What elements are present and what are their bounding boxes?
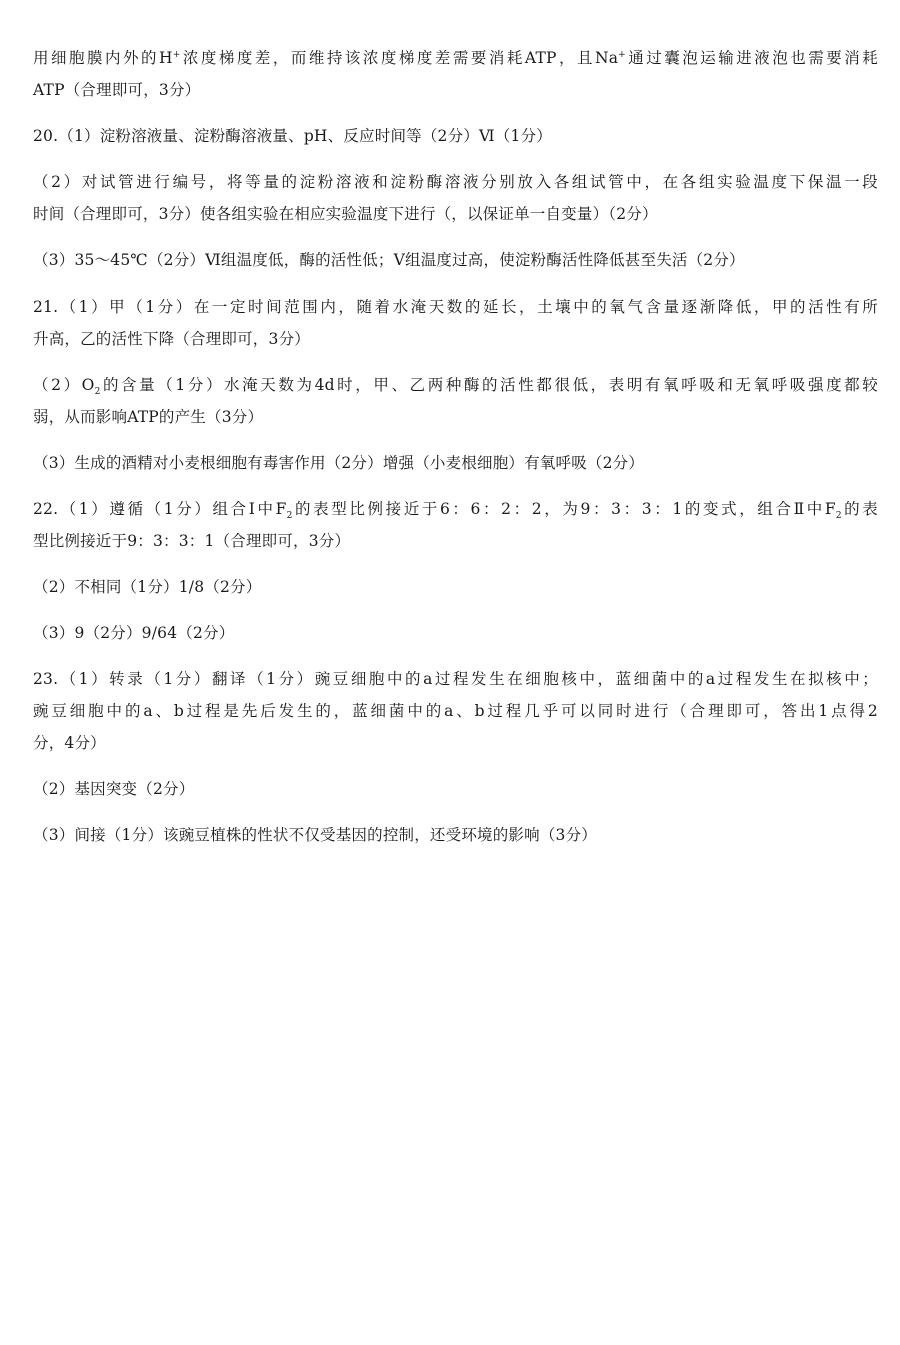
q21-part-2-prefix: （2）O xyxy=(33,376,95,394)
q22-part-1-suffix: 的表 xyxy=(841,500,878,518)
f2-subscript-2: 2 xyxy=(835,511,842,522)
q23-part-3: （3）间接（1分）该豌豆植株的性状不仅受基因的控制，还受环境的影响（3分） xyxy=(33,826,597,844)
q22-part-1-prefix: 22.（1）遵循（1分）组合Ⅰ中F xyxy=(33,500,287,518)
q21-part-2-line-2: 弱，从而影响ATP的产生（3分） xyxy=(33,408,264,426)
q23-part-1-line-1: 23.（1）转录（1分）翻译（1分）豌豆细胞中的a过程发生在细胞核中，蓝细菌中的a过程发生在拟核中； xyxy=(33,670,878,688)
q23-part-1-line-3: 分，4分） xyxy=(33,734,106,752)
q21-part-1-line-1: 21.（1）甲（1分）在一定时间范围内，随着水淹天数的延长，土壤中的氧气含量逐渐降低，甲的活性有所 xyxy=(33,298,878,316)
h-ion-superscript: + xyxy=(172,49,181,60)
q21-part-3: （3）生成的酒精对小麦根细胞有毒害作用（2分）增强（小麦根细胞）有氧呼吸（2分） xyxy=(33,454,645,472)
q22-part-3: （3）9（2分）9/64（2分） xyxy=(33,624,235,642)
q19-line-1 xyxy=(33,48,878,68)
q22-part-2: （2）不相同（1分）1/8（2分） xyxy=(33,578,262,596)
q19-line-1-part-b: 浓度梯度差，而维持该浓度梯度差需要消耗ATP，且Na xyxy=(180,49,619,67)
f2-subscript-1: 2 xyxy=(286,511,293,522)
q20-part-2-line-2: 时间（合理即可，3分）使各组实验在相应实验温度下进行（，以保证单一自变量）（2分） xyxy=(33,205,658,223)
q20-part-1: 20.（1）淀粉溶液量、淀粉酶溶液量、pH、反应时间等（2分）Ⅵ（1分） xyxy=(33,127,552,145)
q23-part-2: （2）基因突变（2分） xyxy=(33,780,195,798)
q22-part-1-line-2: 型比例接近于9：3：3：1（合理即可，3分） xyxy=(33,532,351,550)
q21-part-2-rest: 的含量（1分）水淹天数为4d时，甲、乙两种酶的活性都很低，表明有氧呼吸和无氧呼吸强度都较 xyxy=(100,376,878,394)
na-ion-superscript: + xyxy=(618,49,626,60)
q21-part-1-line-2: 升高，乙的活性下降（合理即可，3分） xyxy=(33,330,310,348)
q20-part-3: （3）35～45℃（2分）Ⅵ组温度低，酶的活性低；Ⅴ组温度过高，使淀粉酶活性降低甚至失活（2分） xyxy=(33,251,745,269)
oxygen-subscript: 2 xyxy=(94,387,101,398)
q21-part-2-line-1 xyxy=(33,375,878,398)
q19-line-2: ATP（合理即可，3分） xyxy=(33,81,201,99)
q22-part-1-line-1 xyxy=(33,499,878,522)
q20-part-2-line-1: （2）对试管进行编号，将等量的淀粉溶液和淀粉酶溶液分别放入各组试管中，在各组实验温度下保温一段 xyxy=(33,173,878,191)
q23-part-1-line-2: 豌豆细胞中的a、b过程是先后发生的，蓝细菌中的a、b过程几乎可以同时进行（合理即可，答出1点得2 xyxy=(33,702,878,720)
q19-line-1-part-c: 通过囊泡运输进液泡也需要消耗 xyxy=(625,49,878,67)
q19-line-1-part-a: 用细胞膜内外的H xyxy=(33,49,173,67)
q22-part-1-middle: 的表型比例接近于6：6：2：2，为9：3：3：1的变式，组合Ⅱ中F xyxy=(292,500,836,518)
